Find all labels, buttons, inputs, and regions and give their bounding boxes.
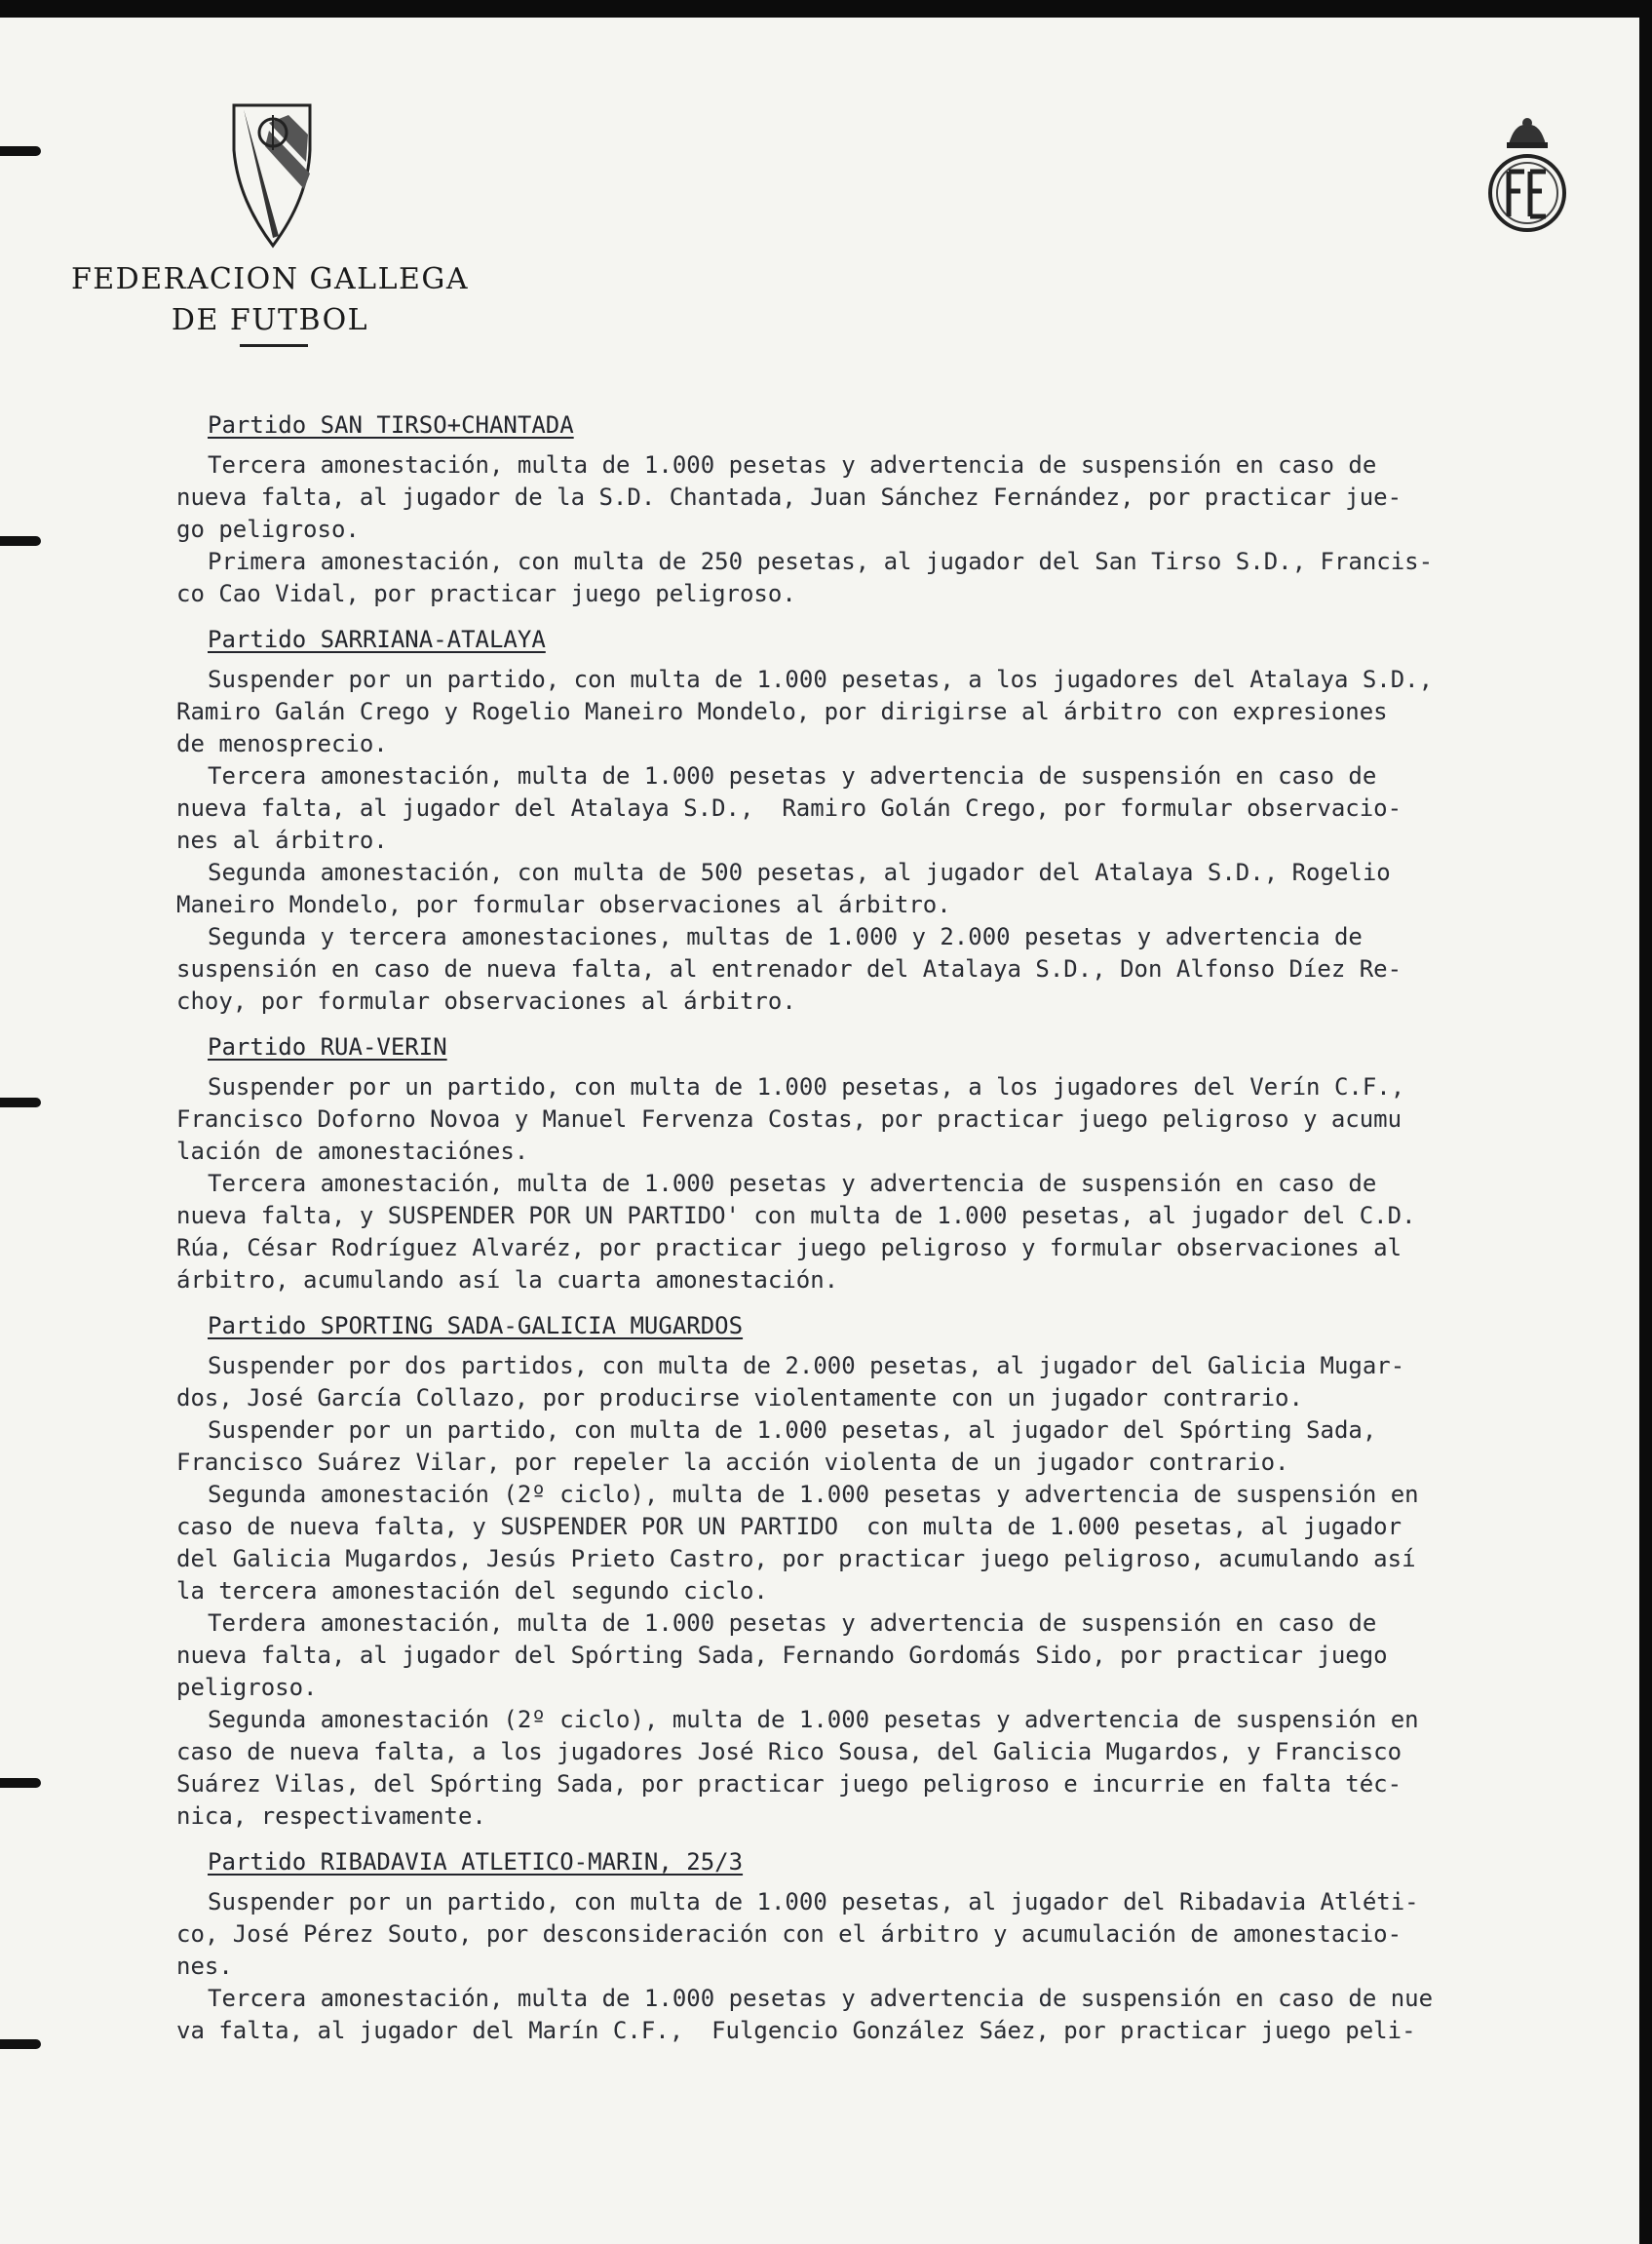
text-line: co, José Pérez Souto, por desconsideración con el árbitro y acumulación de amonestacio- xyxy=(176,1920,1402,1948)
text-line: Suspender por un partido, con multa de 1.000 pesetas, a los jugadores del Verín C.F., xyxy=(208,1073,1405,1101)
text-line: co Cao Vidal, por practicar juego peligroso. xyxy=(176,580,796,607)
sanction-paragraph xyxy=(176,1886,1629,1983)
crowned-federation-crest-icon xyxy=(1485,115,1569,242)
match-title: Partido SARRIANA-ATALAYA xyxy=(208,626,546,653)
text-line: Segunda amonestación, con multa de 500 pesetas, al jugador del Atalaya S.D., Rogelio xyxy=(208,859,1391,886)
text-line: Segunda amonestación (2º ciclo), multa de 1.000 pesetas y advertencia de suspensión en xyxy=(208,1706,1419,1733)
text-line: Rúa, César Rodríguez Alvaréz, por practicar juego peligroso y formular observaciones al xyxy=(176,1234,1402,1261)
text-line: caso de nueva falta, a los jugadores José Rico Sousa, del Galicia Mugardos, y Francisco xyxy=(176,1738,1402,1765)
federation-name xyxy=(60,259,480,341)
sanction-paragraph xyxy=(176,1704,1629,1833)
match-section xyxy=(176,1310,1629,1833)
text-line: peligroso. xyxy=(176,1674,318,1701)
text-line: Suárez Vilas, del Spórting Sada, por practicar juego peligroso e incurrie en falta téc- xyxy=(176,1770,1402,1798)
text-line: Tercera amonestación, multa de 1.000 pesetas y advertencia de suspensión en caso de xyxy=(208,451,1377,479)
text-line: Tercera amonestación, multa de 1.000 pesetas y advertencia de suspensión en caso de xyxy=(208,1170,1377,1197)
text-line: nueva falta, al jugador de la S.D. Chantada, Juan Sánchez Fernández, por practicar jue- xyxy=(176,484,1402,511)
text-line: Francisco Doforno Novoa y Manuel Fervenza Costas, por practicar juego peligroso y acumu xyxy=(176,1105,1402,1133)
text-line: suspensión en caso de nueva falta, al entrenador del Atalaya S.D., Don Alfonso Díez Re- xyxy=(176,955,1402,983)
sanction-paragraph xyxy=(176,664,1629,760)
match-title: Partido SAN TIRSO+CHANTADA xyxy=(208,411,574,439)
text-line: Tercera amonestación, multa de 1.000 pesetas y advertencia de suspensión en caso de xyxy=(208,762,1377,790)
text-line: lación de amonestaciónes. xyxy=(176,1138,529,1165)
text-line: va falta, al jugador del Marín C.F., Fulgencio González Sáez, por practicar juego peli- xyxy=(176,2017,1416,2044)
sanction-paragraph xyxy=(176,1607,1629,1704)
sanction-paragraph xyxy=(176,1414,1629,1479)
match-section xyxy=(176,1031,1629,1296)
match-section xyxy=(176,624,1629,1018)
text-line: de menosprecio. xyxy=(176,730,388,757)
text-line: Terdera amonestación, multa de 1.000 pesetas y advertencia de suspensión en caso de xyxy=(208,1609,1377,1637)
text-line: nueva falta, al jugador del Spórting Sada, Fernando Gordomás Sido, por practicar juego xyxy=(176,1642,1388,1669)
text-line: choy, por formular observaciones al árbitro. xyxy=(176,987,796,1015)
text-line: nueva falta, y SUSPENDER POR UN PARTIDO' con multa de 1.000 pesetas, al jugador del C.D. xyxy=(176,1202,1416,1229)
text-line: dos, José García Collazo, por producirse violentamente con un jugador contrario. xyxy=(176,1384,1303,1412)
text-line: nes al árbitro. xyxy=(176,827,388,854)
match-title: Partido RIBADAVIA ATLETICO-MARIN, 25/3 xyxy=(208,1848,744,1876)
gallega-shield-emblem-icon xyxy=(230,101,314,250)
document-body xyxy=(176,409,1629,2061)
text-line: la tercera amonestación del segundo ciclo. xyxy=(176,1577,768,1605)
text-line: Ramiro Galán Crego y Rogelio Maneiro Mondelo, por dirigirse al árbitro con expresiones xyxy=(176,698,1388,725)
federation-name-line2: DE FUTBOL xyxy=(171,303,369,337)
sanction-paragraph xyxy=(176,1350,1629,1414)
text-line: Tercera amonestación, multa de 1.000 pesetas y advertencia de suspensión en caso de nue xyxy=(208,1985,1434,2012)
text-line: Maneiro Mondelo, por formular observaciones al árbitro. xyxy=(176,891,951,918)
text-line: Segunda y tercera amonestaciones, multas de 1.000 y 2.000 pesetas y advertencia de xyxy=(208,923,1363,950)
sanction-paragraph xyxy=(176,857,1629,921)
match-title: Partido RUA-VERIN xyxy=(208,1033,447,1061)
match-title: Partido SPORTING SADA-GALICIA MUGARDOS xyxy=(208,1312,744,1339)
text-line: Primera amonestación, con multa de 250 pesetas, al jugador del San Tirso S.D., Francis- xyxy=(208,548,1434,575)
text-line: go peligroso. xyxy=(176,516,360,543)
text-line: nueva falta, al jugador del Atalaya S.D., Ramiro Golán Crego, por formular observacio- xyxy=(176,794,1402,822)
text-line: Suspender por un partido, con multa de 1.000 pesetas, al jugador del Ribadavia Atléti- xyxy=(208,1888,1419,1915)
header-divider xyxy=(240,344,308,347)
text-line: nes. xyxy=(176,1953,233,1980)
sanction-paragraph xyxy=(176,1168,1629,1296)
text-line: caso de nueva falta, y SUSPENDER POR UN PARTIDO con multa de 1.000 pesetas, al jugador xyxy=(176,1513,1402,1540)
sanction-paragraph xyxy=(176,760,1629,857)
sanction-paragraph xyxy=(176,449,1629,546)
sanction-paragraph xyxy=(176,1071,1629,1168)
sanction-paragraph xyxy=(176,1983,1629,2047)
document-page xyxy=(0,18,1639,2244)
text-line: nica, respectivamente. xyxy=(176,1802,486,1830)
sanction-paragraph xyxy=(176,546,1629,610)
text-line: del Galicia Mugardos, Jesús Prieto Castro, por practicar juego peligroso, acumulando así xyxy=(176,1545,1416,1572)
match-section xyxy=(176,409,1629,610)
sanction-paragraph xyxy=(176,921,1629,1018)
text-line: árbitro, acumulando así la cuarta amonestación. xyxy=(176,1266,839,1294)
match-section xyxy=(176,1846,1629,2047)
text-line: Suspender por un partido, con multa de 1.000 pesetas, a los jugadores del Atalaya S.D., xyxy=(208,666,1434,693)
federation-name-line1: FEDERACION GALLEGA xyxy=(70,262,470,296)
text-line: Suspender por un partido, con multa de 1.000 pesetas, al jugador del Spórting Sada, xyxy=(208,1416,1377,1444)
text-line: Suspender por dos partidos, con multa de 2.000 pesetas, al jugador del Galicia Mugar- xyxy=(208,1352,1405,1379)
text-line: Francisco Suárez Vilar, por repeler la acción violenta de un jugador contrario. xyxy=(176,1449,1289,1476)
sanction-paragraph xyxy=(176,1479,1629,1607)
text-line: Segunda amonestación (2º ciclo), multa de 1.000 pesetas y advertencia de suspensión en xyxy=(208,1481,1419,1508)
